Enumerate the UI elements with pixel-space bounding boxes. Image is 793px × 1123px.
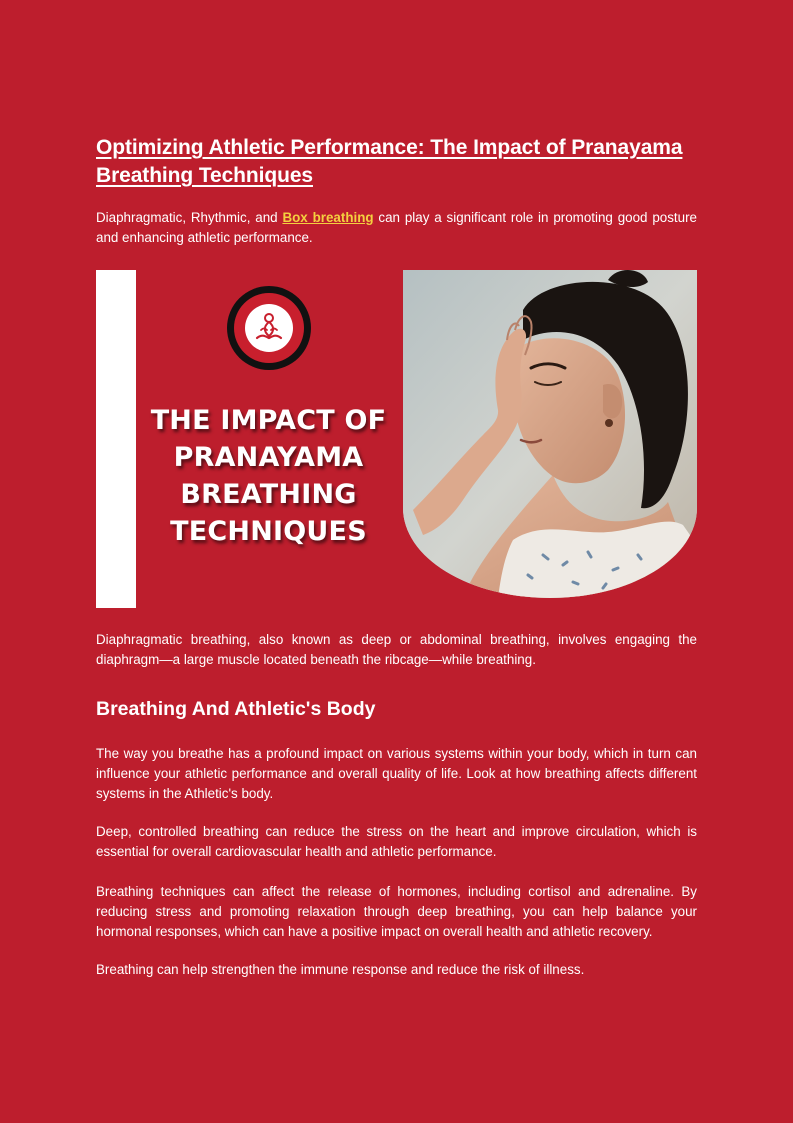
box-breathing-link[interactable]: Box breathing: [282, 210, 374, 225]
banner-heading: [146, 402, 391, 550]
section-heading: Breathing And Athletic's Body: [96, 698, 376, 720]
logo-ring: [234, 293, 304, 363]
diaphragm-paragraph: Diaphragmatic breathing, also known as deep or abdominal breathing, involves engaging the diaphragm—a large muscle located beneath the ribcage—while breathing.: [96, 632, 697, 667]
banner-image: [96, 270, 697, 610]
body-paragraph-3: Breathing techniques can affect the release of hormones, including cortisol and adrenaline. By reducing stress and promoting relaxation through deep breathing, you can help balance your hormonal responses, which can have a positive impact on overall health and athletic recovery.: [96, 884, 697, 939]
body-paragraph-4: Breathing can help strengthen the immune response and reduce the risk of illness.: [96, 962, 585, 977]
banner-heading-line: THE IMPACT OF: [150, 405, 387, 436]
banner-heading-line: PRANAYAMA: [173, 442, 364, 473]
meditation-figure-icon: [227, 286, 311, 370]
banner-white-bar: [96, 270, 136, 608]
photo-illustration: [403, 270, 697, 598]
breathing-woman-photo: [403, 270, 697, 598]
body-paragraph-2: Deep, controlled breathing can reduce the stress on the heart and improve circulation, which is essential for overall cardiovascular health and athletic performance.: [96, 824, 697, 859]
logo-emblem: [234, 293, 304, 363]
intro-text-before: Diaphragmatic, Rhythmic, and: [96, 210, 283, 225]
document-page: [96, 134, 697, 980]
banner-heading-line: BREATHING: [180, 479, 357, 510]
intro-paragraph: [96, 208, 697, 248]
intro-text-after: can play a significant role in promoting good posture and enhancing athletic performance.: [96, 210, 697, 245]
banner-heading-line: TECHNIQUES: [170, 516, 367, 547]
article-title: Optimizing Athletic Performance: The Impact of Pranayama Breathing Techniques: [96, 136, 683, 187]
body-paragraph-1: The way you breathe has a profound impact on various systems within your body, which in turn can influence your athletic performance and overall quality of life. Look at how breathing affects different systems in the Athletic's body.: [96, 746, 697, 801]
